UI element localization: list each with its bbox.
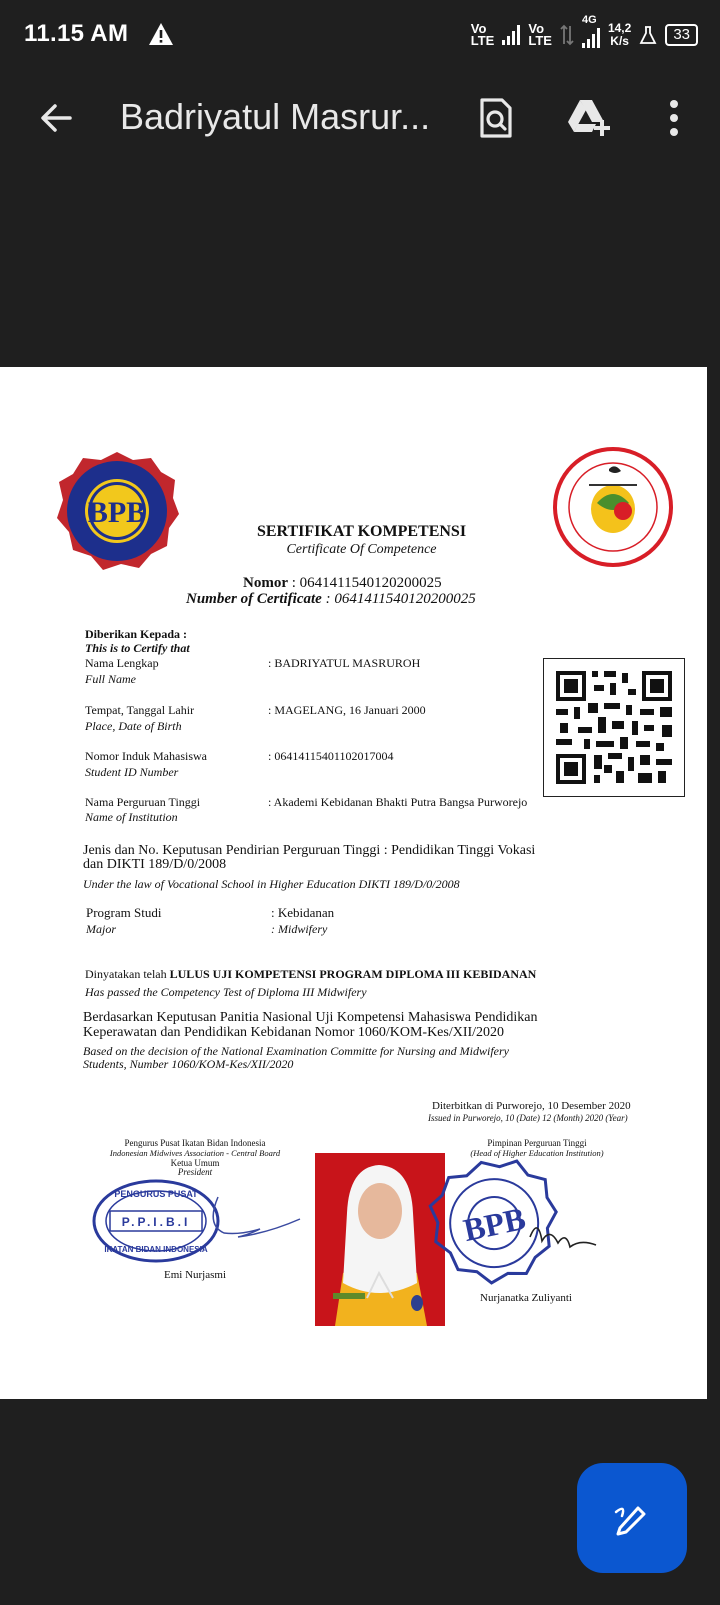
arrow-back-icon[interactable]	[36, 98, 76, 138]
certificate-subtitle: Certificate Of Competence	[286, 542, 437, 557]
warning-icon	[148, 22, 174, 46]
flask-icon	[639, 25, 657, 45]
stamp-center-text: BPB	[460, 1199, 529, 1249]
field-value-full-name: : BADRIYATUL MASRUROH	[268, 656, 421, 670]
decision-line-2: Keperawatan dan Pendidikan Kebidanan Nomor 1060/KOM-Kes/XII/2020	[83, 1025, 505, 1040]
status-time: 11.15 AM	[24, 20, 129, 47]
status-indicators	[470, 14, 698, 52]
volte-indicator-2: Vo LTE	[528, 21, 552, 48]
left-sig-role: Ketua Umum	[170, 1158, 220, 1168]
signal-icon-2	[582, 28, 600, 48]
drive-add-icon[interactable]	[566, 96, 610, 140]
bpb-logo-text: BPB	[87, 496, 147, 529]
issued-place-date: Diterbitkan di Purworejo, 10 Desember 2020	[432, 1100, 631, 1112]
data-transfer-icon	[560, 24, 574, 46]
issued-en: Issued in Purworejo, 10 (Date) 12 (Month) 2020 (Year)	[428, 1113, 628, 1123]
program-label: Program Studi	[86, 905, 162, 920]
signal-4g: 4G	[582, 22, 600, 48]
battery-indicator: 33	[665, 24, 698, 46]
passed-statement: Dinyatakan telah LULUS UJI KOMPETENSI PROGRAM DIPLOMA III KEBIDANAN	[85, 967, 537, 981]
left-sig-org-en: Indonesian Midwives Association - Central Board	[109, 1148, 281, 1158]
field-label-en: Place, Date of Birth	[85, 719, 182, 733]
field-label: Nama Lengkap	[85, 656, 159, 670]
decision-en-1: Based on the decision of the National Examination Committe for Nursing and Midwifery	[83, 1044, 509, 1058]
edit-fab-button[interactable]	[577, 1463, 687, 1573]
ppibi-stamp	[88, 1175, 308, 1271]
field-value-birth: : MAGELANG, 16 Januari 2000	[268, 703, 426, 717]
field-label-en: Full Name	[85, 672, 136, 686]
certificate-number-en: Number of Certificate : 0641411540120200025	[186, 591, 476, 607]
volte-indicator-1: Vo LTE	[470, 21, 495, 48]
right-sig-name: Nurjanatka Zuliyanti	[480, 1292, 572, 1304]
decision-en-2: Students, Number 1060/KOM-Kes/XII/2020	[83, 1057, 294, 1071]
right-sig-org-en: (Head of Higher Education Institution)	[470, 1148, 604, 1158]
certificate-title: SERTIFIKAT KOMPETENSI	[256, 523, 467, 540]
qr-code	[543, 658, 685, 797]
status-bar	[0, 0, 720, 70]
field-label: Nomor Induk Mahasiswa	[85, 749, 207, 763]
major-value: : Midwifery	[271, 922, 328, 936]
passed-en: Has passed the Competency Test of Diploma III Midwifery	[85, 985, 367, 999]
more-vert-icon[interactable]	[652, 96, 696, 140]
major-label: Major	[86, 922, 116, 936]
given-to-label: Diberikan Kepada :	[85, 627, 188, 641]
stamp-mid-text: P.P.I.B.I	[121, 1215, 191, 1229]
certificate-page	[0, 367, 707, 1399]
left-sig-role-en: President	[177, 1167, 213, 1177]
document-title: Badriyatul Masrur...	[120, 96, 431, 137]
certify-label: This is to Certify that	[85, 641, 190, 655]
network-speed: 14,2 K/s	[607, 21, 632, 48]
stamp-bottom-text: IKATAN BIDAN INDONESIA	[104, 1245, 208, 1254]
field-label: Tempat, Tanggal Lahir	[85, 703, 195, 717]
jenis-line-1: Jenis dan No. Keputusan Pendirian Perguruan Tinggi : Pendidikan Tinggi Vokasi	[83, 843, 536, 858]
signal-icon	[502, 25, 520, 45]
bpb-stamp	[420, 1157, 620, 1297]
pen-edit-icon	[612, 1498, 652, 1538]
app-bar	[0, 80, 720, 160]
field-label: Nama Perguruan Tinggi	[85, 795, 201, 809]
program-value: : Kebidanan	[271, 905, 335, 920]
field-label-en: Name of Institution	[85, 810, 178, 824]
field-label-en: Student ID Number	[85, 765, 179, 779]
stamp-top-text: PENGURUS PUSAT	[114, 1189, 198, 1199]
field-value-student-id: : 06414115401102017004	[268, 749, 394, 763]
certificate-number-id: Nomor : 0641411540120200025	[243, 575, 442, 591]
left-sig-name: Emi Nurjasmi	[163, 1269, 227, 1281]
jenis-en: Under the law of Vocational School in Higher Education DIKTI 189/D/0/2008	[83, 877, 460, 891]
jenis-line-2: dan DIKTI 189/D/0/2008	[83, 857, 227, 872]
left-sig-org: Pengurus Pusat Ikatan Bidan Indonesia	[124, 1138, 266, 1148]
decision-line-1: Berdasarkan Keputusan Panitia Nasional Uji Kompetensi Mahasiswa Pendidikan	[83, 1010, 538, 1025]
field-value-institution: : Akademi Kebidanan Bhakti Putra Bangsa Purworejo	[268, 795, 528, 809]
right-sig-org: Pimpinan Perguruan Tinggi	[487, 1138, 587, 1148]
document-search-icon[interactable]	[474, 96, 518, 140]
